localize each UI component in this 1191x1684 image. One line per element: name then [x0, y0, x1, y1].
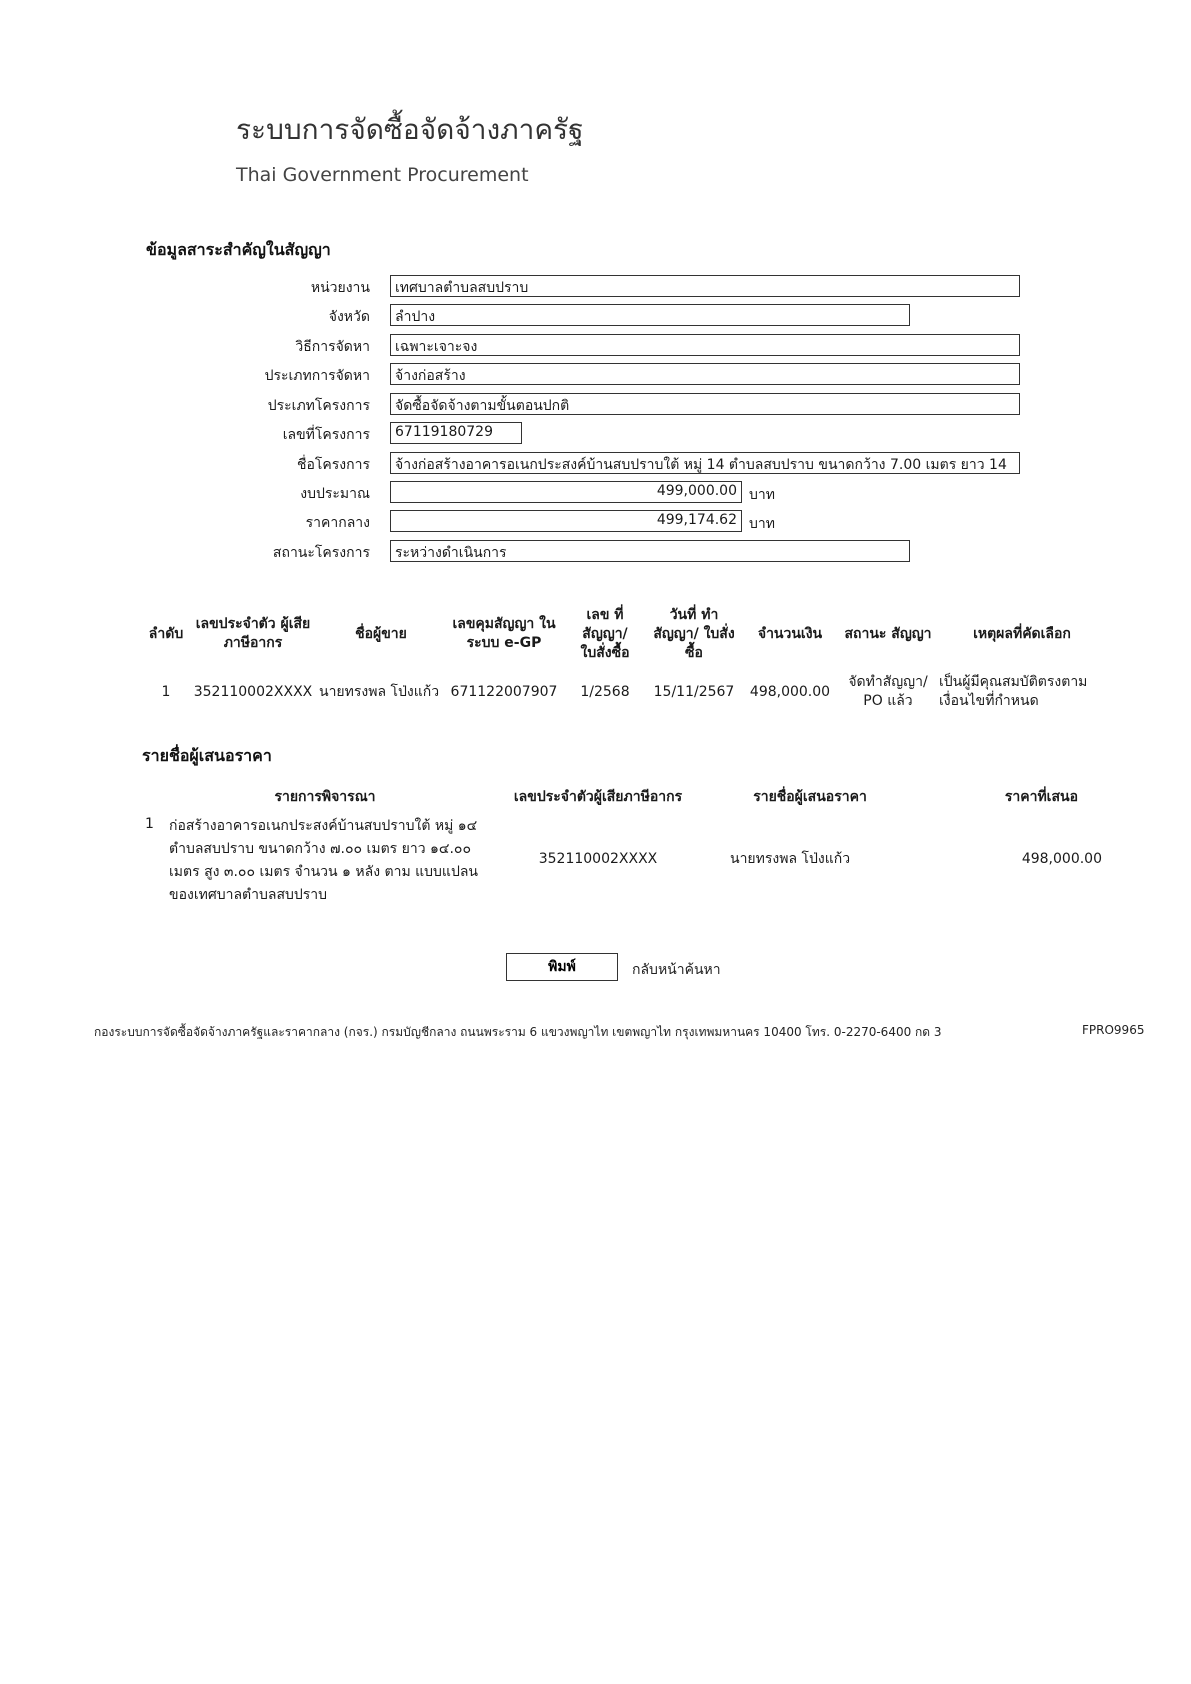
bidder-col-header-tax-id: เลขประจำตัวผู้เสียภาษีอากร: [513, 788, 683, 805]
cell-contract-date: 15/11/2567: [653, 683, 735, 700]
print-button[interactable]: พิมพ์: [506, 953, 618, 981]
cell-reason: เป็นผู้มีคุณสมบัติตรงตาม เงื่อนไขที่กำหนด: [939, 674, 1088, 709]
bidder-cell-tax-id: 352110002XXXX: [538, 851, 658, 867]
field-value-method: เฉพาะเจาะจง: [390, 334, 1020, 356]
field-label-project-no: เลขที่โครงการ: [282, 427, 370, 443]
field-value-budget: 499,000.00: [390, 481, 742, 503]
field-value-project-no: 67119180729: [390, 422, 522, 444]
bidder-cell-item: ก่อสร้างอาคารอเนกประสงค์บ้านสบปราบใต้ หมู่ ๑๔ ตำบลสบปราบ ขนาดกว้าง ๗.๐๐ เมตร ยาว ๑๔.๐๐ เมตร สูง ๓.๐๐ เมตร จำนวน ๑ หลัง ตาม แบบแปลนของเทศบาลตำบลสบปราบ: [169, 818, 478, 903]
field-value-project-name: จ้างก่อสร้างอาคารอเนกประสงค์บ้านสบปราบใต้ หมู่ 14 ตำบลสบปราบ ขนาดกว้าง 7.00 เมตร ยาว 14: [390, 452, 1020, 474]
field-value-agency: เทศบาลตำบลสบปราบ: [390, 275, 1020, 297]
cell-status: จัดทำสัญญา/ PO แล้ว: [848, 674, 928, 709]
field-label-agency: หน่วยงาน: [310, 280, 370, 296]
field-label-budget: งบประมาณ: [300, 486, 370, 502]
cell-vendor: นายทรงพล โป่งแก้ว: [319, 683, 440, 700]
bidder-cell-price: 498,000.00: [1021, 851, 1102, 867]
field-value-procurement-type: จ้างก่อสร้าง: [390, 363, 1020, 385]
footer-code: FPRO9965: [1082, 1023, 1145, 1037]
col-header-status: สถานะ สัญญา: [844, 625, 932, 642]
footer-address: กองระบบการจัดซื้อจัดจ้างภาครัฐและราคากลาง (กจร.) กรมบัญชีกลาง ถนนพระราม 6 แขวงพญาไท เขตพญาไท กรุงเทพมหานคร 10400 โทร. 0-2270-6400 กด 3: [94, 1025, 942, 1039]
bidder-col-header-item: รายการพิจารณา: [274, 788, 376, 805]
bidder-col-header-name: รายชื่อผู้เสนอราคา: [753, 788, 867, 805]
contracts-table: [142, 600, 1108, 716]
field-value-median-price: 499,174.62: [390, 510, 742, 532]
field-label-median-price: ราคากลาง: [305, 515, 370, 531]
col-header-egp-no: เลขคุมสัญญา ในระบบ e-GP: [452, 616, 556, 651]
field-unit-median-price: บาท: [749, 516, 775, 532]
bidder-cell-no: 1: [145, 816, 154, 832]
col-header-amount: จำนวนเงิน: [757, 625, 823, 642]
bidders-section-title: รายชื่อผู้เสนอราคา: [142, 746, 272, 765]
bidder-cell-name: นายทรงพล โป่งแก้ว: [730, 851, 851, 867]
cell-contract-no: 1/2568: [580, 683, 630, 700]
field-label-project-name: ชื่อโครงการ: [296, 457, 370, 473]
field-unit-budget: บาท: [749, 487, 775, 503]
bidder-col-header-price: ราคาที่เสนอ: [1004, 788, 1078, 805]
table-row: [142, 812, 1108, 907]
bidders-table: [142, 782, 1108, 907]
page-title-th: ระบบการจัดซื้อจัดจ้างภาครัฐ: [236, 113, 584, 146]
cell-amount: 498,000.00: [749, 683, 831, 700]
cell-tax-id: 352110002XXXX: [193, 683, 313, 700]
field-value-project-type: จัดซื้อจัดจ้างตามขั้นตอนปกติ: [390, 393, 1020, 415]
cell-no: 1: [161, 683, 171, 700]
col-header-no: ลำดับ: [148, 625, 184, 642]
field-label-method: วิธีการจัดหา: [295, 339, 370, 355]
field-value-province: ลำปาง: [390, 304, 910, 326]
field-label-project-type: ประเภทโครงการ: [267, 398, 370, 414]
col-header-contract-no: เลข ที่สัญญา/ ใบสั่งซื้อ: [580, 606, 630, 661]
col-header-contract-date: วันที่ ทำสัญญา/ ใบสั่งซื้อ: [653, 606, 735, 661]
back-to-search-link[interactable]: กลับหน้าค้นหา: [632, 962, 721, 978]
col-header-tax-id: เลขประจำตัว ผู้เสียภาษีอากร: [195, 616, 311, 651]
table-row: [142, 668, 1108, 716]
page-title-en: Thai Government Procurement: [236, 164, 529, 186]
field-value-project-status: ระหว่างดำเนินการ: [390, 540, 910, 562]
col-header-vendor: ชื่อผู้ขาย: [355, 625, 407, 642]
field-label-procurement-type: ประเภทการจัดหา: [264, 368, 370, 384]
field-label-province: จังหวัด: [328, 309, 370, 325]
field-label-project-status: สถานะโครงการ: [272, 545, 370, 561]
col-header-reason: เหตุผลที่คัดเลือก: [973, 625, 1071, 642]
cell-egp-no: 671122007907: [450, 683, 558, 700]
contract-info-section-title: ข้อมูลสาระสำคัญในสัญญา: [146, 240, 331, 259]
